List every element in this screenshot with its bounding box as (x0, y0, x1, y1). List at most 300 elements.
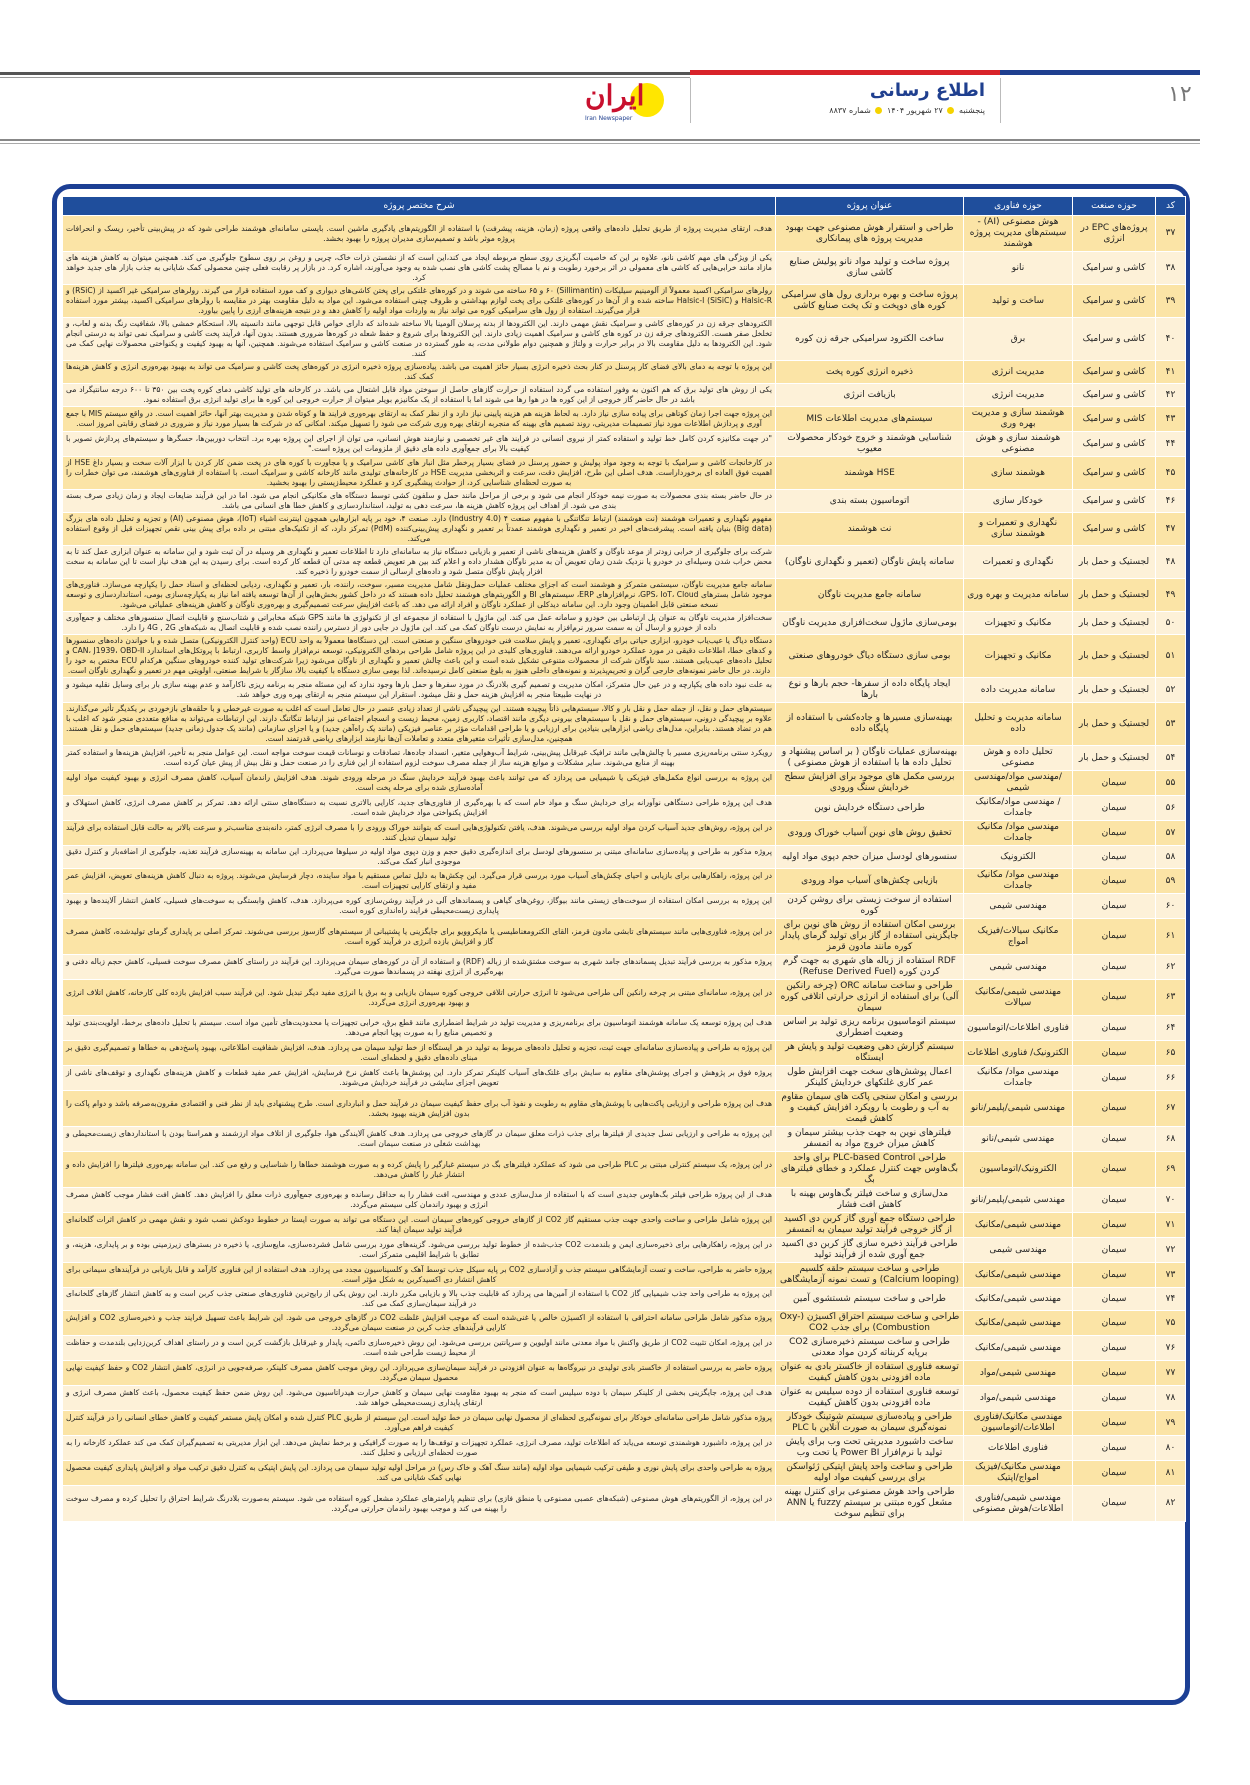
cell-description: پروژه مذکور شامل طراحی سامانه‌ای خودکار برای نمونه‌گیری لحظه‌ای از محصول نهایی سیمان در خط تولید است. این سیستم از طریق PLC کنترل شده و امکان پایش مستمر کیفیت و کاهش خطای انسانی را در فرآیند کنترل کیفیت فراهم می‌آورد. (63, 1411, 776, 1436)
cell-description: هدف از این پروژه طراحی فیلتر بگ‌هاوس جدیدی است که با استفاده از مدل‌سازی عددی و مهندسی، افت فشار را به حداقل رسانده و بهره‌وری جمع‌آوری ذرات معلق را افزایش دهد. کاهش افت فشار موجب کاهش مصرف انرژی و بهبود راندمان کلی سیستم می‌گردد. (63, 1188, 776, 1213)
cell-title: استفاده از سوخت زیستی برای روشن کردن کوره (776, 894, 964, 919)
cell-title: بهینه‌سازی عملیات ناوگان ( بر اساس پیشنهاد و تحلیل داده ها با استفاده از هوش مصنوعی ) (776, 746, 964, 771)
cell-industry: سیمان (1073, 821, 1156, 846)
cell-code: ۷۱ (1156, 1213, 1186, 1238)
cell-title: RDF استفاده از زباله های شهری به جهت گرم کردن کوره (Refuse Derived Fuel) (776, 955, 964, 980)
iran-newspaper-logo (585, 79, 675, 125)
cell-industry: لجستیک و حمل بار (1073, 703, 1156, 746)
cell-technology: الکترونیک (964, 846, 1073, 869)
cell-technology: مهندسی شیمی/پلیمر/نانو (964, 1091, 1073, 1127)
cell-code: ۳۷ (1156, 216, 1186, 252)
cell-industry: سیمان (1073, 1152, 1156, 1188)
cell-title: طراحی و ساخت سیستم ذخیره‌سازی CO2 برپایه کربناته کردن مواد معدنی (776, 1336, 964, 1361)
header-technology: حوزه فناوری (964, 197, 1073, 216)
cell-industry: سیمان (1073, 1411, 1156, 1436)
table-row (63, 678, 1186, 703)
table-row (63, 869, 1186, 894)
cell-description: دستگاه دیاگ یا عیب‌یاب خودرو، ابزاری حیاتی برای نگهداری، تعمیر و پایش سلامت فنی خودروهای سنگین و صنعتی است. این دستگاه‌ها معمولاً به واحد ECU (واحد کنترل الکترونیکی) متصل شده و با خواندن داده‌های سنسورها و کدهای خطا، اطلاعات دقیقی در مورد عملکرد خودرو ارائه می‌دهند. فناوری‌های کلیدی در این پروژه شامل طراحی بردهای الکترونیکی، توسعه نرم‌افزار واسط کاربری، ارتباط با پروتکل‌های استاندارد CAN، J1939، OBD-II و تحلیل داده‌های عیب‌یابی هستند. سبد ناوگان شرکت از محصولات متنوعی تشکیل شده است و این باعث چالش تعمیر و نگهداری از ناوگان می‌شود زیرا شرکت‌های تولید کننده خودروهای سنگین هرکدام ECU مختص به خود را دارند. در حال حاضر نمونه‌های خارجی گران و تحریم‌پذیرند و نمونه‌های داخلی هنوز به بلوغ صنعتی کامل نرسیده‌اند. لذا بومی سازی دستگاه با کیفیت بالا، سازگار با شرایط صنعتی، اولویتی مهم در تعمیر و نگهداری ناوگان است. (63, 635, 776, 678)
cell-title: سیستم‌های مدیریت اطلاعات MIS (776, 407, 964, 432)
issue-number: شماره ۸۸۳۷ (829, 106, 871, 115)
cell-title: ذخیره انرژی کوره پخت (776, 361, 964, 384)
cell-title: HSE هوشمند (776, 457, 964, 490)
cell-technology: مهندسی شیمی/مکانیک سیالات (964, 980, 1073, 1016)
table-row (63, 1091, 1186, 1127)
cell-industry: سیمان (1073, 1066, 1156, 1091)
cell-title: نت هوشمند (776, 513, 964, 546)
cell-code: ۵۶ (1156, 796, 1186, 821)
cell-description: این پروژه با توجه به دمای بالای فضای کار پرسنل در کنار بحث ذخیره انرژی بسیار حائز اهمیت می باشد. پیاده‌سازی پروژه ذخیره انرژی در کوره‌های پخت کاشی و سرامیک می تواند به بهبود بهره‌وری انرژی و کاهش هزینه‌ها کمک کند. (63, 361, 776, 384)
cell-description: سخت‌افزار مدیریت ناوگان به عنوان پل ارتباطی بین خودرو و سامانه عمل می کند. این ماژول با استفاده از مجموعه ای از تکنولوژی ها مانند GPS شبکه مخابراتی و شتاب‌سنج و قابلیت اتصال سنسورهای مختلف و جمع‌آوری داده از خودرو و ارسال آن به سمت سرور نرم‌افزار به نمایش درست ناوگان کمک می کند. این ماژول در جایی دور از دسترس راننده نصب شده و قابلیت اتصال به شبکه‌های 4G , 2G را دارد. (63, 612, 776, 635)
cell-code: ۴۰ (1156, 318, 1186, 361)
cell-code: ۴۹ (1156, 579, 1186, 612)
table-row (63, 432, 1186, 457)
cell-code: ۵۷ (1156, 821, 1186, 846)
table-row (63, 821, 1186, 846)
cell-industry: سیمان (1073, 1486, 1156, 1522)
cell-industry: سیمان (1073, 955, 1156, 980)
cell-technology: مهندسی شیمی/نانو (964, 1127, 1073, 1152)
cell-industry: کاشی و سرامیک (1073, 384, 1156, 407)
cell-title: بررسی امکان استفاده از روش های نوین برای جایگزینی استفاده از گاز برای تولید گرمای پایدار کوره مانند مادون قرمز (776, 919, 964, 955)
table-row (63, 1127, 1186, 1152)
cell-title: توسعه فناوری استفاده از خاکستر بادی به عنوان ماده افزودنی بدون کاهش کیفیت (776, 1361, 964, 1386)
cell-code: ۷۳ (1156, 1263, 1186, 1288)
cell-description: رولرهای سرامیکی اکسید معمولاً از آلومینیم سیلیکات (Sillimantin) ۶۰ و ۶۵ ساخته می شوند و در کوره‌های غلتکی برای پختن کاشی‌های دیواری و کف مورد استفاده قرار می گیرند. رولرهای سرامیکی غیر اکسید از (RSiC) و Halsic-R و (SiSiC) Halsic-I ساخته شده و از آن‌ها در کوره‌های غلتکی برای پخت لوازم بهداشتی و ظروف چینی استفاده می‌شود. این مواد به دلیل مقاومت بهتر در مقایسه با رولرهای سرامیکی اکسید، بیشتر مورد استفاده قرار می‌گیرند. استفاده از رول های سرامیکی کوره می تواند نیاز به واردات مواد اولیه را کاهش دهد و در نتیجه هزینه‌های ارزی را پایین بیاورد. (63, 285, 776, 318)
cell-description: این پروژه به طراحی و پیاده‌سازی سامانه‌ای جهت ثبت، تجزیه و تحلیل داده‌های مربوط به تولید در هر ایستگاه از خط تولید سیمان می پردازد. هدف، افزایش شفافیت اطلاعاتی، بهبود پاسخ‌دهی به خطاها و تصمیم‌گیری دقیق بر مبنای داده‌های دقیق و لحظه‌ای است. (63, 1041, 776, 1066)
cell-description: هدف این پروژه طراحی و ارزیابی پاکت‌هایی با پوشش‌های مقاوم به رطوبت و نفوذ آب برای حفظ کیفیت سیمان در فرآیند حمل و انبارداری است. طرح پیشنهادی باید از نظر فنی و اقتصادی مقرون‌به‌صرفه باشد و دوام پاکت را بدون افزایش هزینه بهبود بخشد. (63, 1091, 776, 1127)
cell-code: ۵۸ (1156, 846, 1186, 869)
cell-code: ۴۵ (1156, 457, 1186, 490)
cell-title: بومی سازی دستگاه دیاگ خودروهای صنعتی (776, 635, 964, 678)
table-row (63, 216, 1186, 252)
table-row (63, 894, 1186, 919)
table-row (63, 635, 1186, 678)
cell-industry: کاشی و سرامیک (1073, 513, 1156, 546)
cell-code: ۷۸ (1156, 1386, 1186, 1411)
cell-industry: سیمان (1073, 980, 1156, 1016)
table-row (63, 1361, 1186, 1386)
cell-industry: سیمان (1073, 1436, 1156, 1461)
cell-title: طراحی فرآیند ذخیره سازی گاز کربن دی اکسید جمع آوری شده از فرآیند تولید (776, 1238, 964, 1263)
header-industry: حوزه صنعت (1073, 197, 1156, 216)
cell-code: ۴۸ (1156, 546, 1186, 579)
cell-description: در این پروژه، روش‌های جدید آسیاب کردن مواد اولیه بررسی می‌شوند. هدف، یافتن تکنولوژی‌هایی است که بتوانند خوراک ورودی را با مصرف انرژی کمتر، دانه‌بندی مناسب‌تر و سرعت بالاتر به حالت قابل استفاده برای فرآیند تولید سیمان تبدیل کنند. (63, 821, 776, 846)
cell-code: ۴۳ (1156, 407, 1186, 432)
cell-technology: هوشمند سازی و مدیریت بهره وری (964, 407, 1073, 432)
cell-technology: سامانه مدیریت داده (964, 678, 1073, 703)
cell-description: در این پروژه، امکان تثبیت CO2 از طریق واکنش با مواد معدنی مانند اولیوین و سرپانتین بررسی می‌شود. این روش ذخیره‌سازی دائمی، پایدار و غیرقابل بازگشت کربن است و در راستای اهداف کربن‌زدایی بلندمدت و حفاظت از محیط زیست طراحی شده است. (63, 1336, 776, 1361)
table-row (63, 513, 1186, 546)
cell-code: ۵۲ (1156, 678, 1186, 703)
table-row (63, 546, 1186, 579)
table-row (63, 252, 1186, 285)
cell-code: ۸۰ (1156, 1436, 1186, 1461)
cell-industry: سیمان (1073, 1288, 1156, 1311)
top-rule-blue (1000, 70, 1200, 75)
cell-technology: /مهندسی مواد/مهندسی شیمی (964, 771, 1073, 796)
cell-description: پروژه حاضر به بررسی استفاده از خاکستر بادی تولیدی در نیروگاه‌ها به عنوان افزودنی در فرآیند سیمان‌سازی می‌پردازد. این روش موجب کاهش مصرف کلینکر، صرفه‌جویی در انرژی، کاهش انتشار CO2 و حفظ کیفیت نهایی محصول سیمان می‌گردد. (63, 1361, 776, 1386)
cell-technology: مهندسی شیمی/مکانیک (964, 1311, 1073, 1336)
cell-code: ۶۴ (1156, 1016, 1186, 1041)
cell-description: هدف این پروژه توسعه یک سامانه هوشمند اتوماسیون برای برنامه‌ریزی و مدیریت تولید در شرایط اضطراری مانند قطع برق، خرابی تجهیزات یا محدودیت‌های تأمین مواد است. سیستم با تحلیل داده‌های برخط، اولویت‌بندی تولید و تخصیص منابع را به صورت پویا انجام می‌دهد. (63, 1016, 776, 1041)
cell-description: یکی از روش های تولید برق که هم اکنون به وفور استفاده می گردد استفاده از حرارت گازهای حاصل از سوختن مواد قابل اشتعال می باشد. در کارخانه های تولید کاشی دمای کوره پخت بین ۳۵۰ تا ۶۰۰ درجه سانتیگراد می باشد در حال حاضر گاز خروجی از این کوره ها در هوا رها می شوند اما با استفاده از یک مکانیزم بویلر میتوان از حرارت خروجی این کوره ها برای تولید انرژی برق استفاده نمود. (63, 384, 776, 407)
table-row (63, 1436, 1186, 1461)
cell-industry: سیمان (1073, 869, 1156, 894)
cell-title: پروژه ساخت و بهره برداری رول های سرامیکی کوره های دوپخت و تک پخت صنایع کاشی (776, 285, 964, 318)
cell-title: طراحی دستگاه خردایش نوین (776, 796, 964, 821)
cell-title: مدل‌سازی و ساخت فیلتر بگ‌هاوس بهینه با کاهش افت فشار (776, 1188, 964, 1213)
cell-title: سامانه جامع مدیریت ناوگان (776, 579, 964, 612)
cell-description: پروژه مذکور شامل طراحی سامانه احتراقی با استفاده از اکسیژن خالص یا غنی‌شده است که موجب افزایش غلظت CO2 در گازهای خروجی می شود. این شرایط باعث تسهیل فرایند جذب و ذخیره‌سازی CO2 و افزایش کارایی فرآیندهای جذب کربن در صنعت سیمان می‌گردد. (63, 1311, 776, 1336)
table-row (63, 1311, 1186, 1336)
bullet-dot-icon (875, 107, 882, 114)
cell-industry: سیمان (1073, 1016, 1156, 1041)
cell-title: بررسی مکمل های موجود برای افزایش سطح خردایش سنگ ورودی (776, 771, 964, 796)
cell-title: ساخت الکترود سرامیکی جرقه زن کوره (776, 318, 964, 361)
table-row (63, 1461, 1186, 1486)
table-row (63, 1486, 1186, 1522)
cell-technology: مهندسی شیمی/مواد (964, 1386, 1073, 1411)
cell-title: ایجاد پایگاه داده از سفرها- حجم بارها و نوع بارها (776, 678, 964, 703)
table-row (63, 361, 1186, 384)
cell-technology: الکترونیک/ فناوری اطلاعات (964, 1041, 1073, 1066)
cell-industry: کاشی و سرامیک (1073, 490, 1156, 513)
cell-description: در حال حاضر بسته بندی محصولات به صورت نیمه خودکار انجام می شود و برخی از مراحل مانند حمل و سلفون کشی توسط دستگاه های مکانیکی انجام می شود. اما در این فرآیند ضایعات ایجاد و زمان زیادی صرف بسته بندی می شود. از اهداف این پروژه کاهش هزینه ها، سرعت دهی به تولید، استانداردسازی و کاهش خطا های انسانی می باشد. (63, 490, 776, 513)
header-description: شرح مختصر پروژه (63, 197, 776, 216)
cell-code: ۶۶ (1156, 1066, 1186, 1091)
cell-technology: مهندسی مکانیک/فناوری اطلاعات/اتوماسیون (964, 1411, 1073, 1436)
cell-industry: کاشی و سرامیک (1073, 318, 1156, 361)
cell-title: طراحی و ساخت سامانه ORC (چرخه رانکین آلی) برای استفاده از انرژی حرارتی اتلافی کوره سیمان (776, 980, 964, 1016)
cell-title: تحقیق روش های نوین آسیاب خوراک ورودی (776, 821, 964, 846)
cell-technology: مهندسی مواد/ مکانیک جامدات (964, 821, 1073, 846)
date-line (829, 106, 985, 115)
cell-description: در این پروژه، راهکارهایی برای ذخیره‌سازی ایمن و بلندمدت CO2 جذب‌شده از خطوط تولید بررسی می‌شود. گزینه‌های مورد بررسی شامل فشرده‌سازی، مایع‌سازی، یا ذخیره در بسترهای زیرزمینی بوده و بر پایداری، هزینه، و تطابق با شرایط اقلیمی متمرکز است. (63, 1238, 776, 1263)
table-row (63, 1386, 1186, 1411)
cell-title: توسعه فناوری استفاده از دوده سیلیس به عنوان ماده افزودنی بدون کاهش کیفیت (776, 1386, 964, 1411)
top-rule-thin (0, 77, 690, 78)
cell-code: ۶۷ (1156, 1091, 1186, 1127)
date: ۲۷ شهریور ۱۴۰۴ (886, 106, 943, 115)
header-rule (0, 139, 1200, 141)
cell-technology: مهندسی شیمی (964, 955, 1073, 980)
top-rule (0, 72, 690, 75)
header-title: عنوان پروژه (776, 197, 964, 216)
table-header-row (63, 197, 1186, 216)
cell-description: در این پروژه، یک سیستم کنترلی مبتنی بر PLC طراحی می شود که عملکرد فیلترهای بگ در سیستم غبارگیر را پایش کرده و به صورت هوشمند خطاها را شناسایی و رفع می کند. این سامانه بهره‌وری فیلترها را افزایش داده و انتشار غبار را کاهش می‌دهد. (63, 1152, 776, 1188)
cell-industry: سیمان (1073, 1361, 1156, 1386)
cell-technology: سامانه مدیریت و بهره وری (964, 579, 1073, 612)
cell-technology: فناوری اطلاعات/اتوماسیون (964, 1016, 1073, 1041)
cell-code: ۳۹ (1156, 285, 1186, 318)
cell-technology: مهندسی مواد/ مکانیک جامدات (964, 869, 1073, 894)
cell-technology: مهندسی شیمی/مواد (964, 1361, 1073, 1386)
cell-industry: کاشی و سرامیک (1073, 432, 1156, 457)
header-divider (1000, 78, 1001, 123)
cell-industry: سیمان (1073, 846, 1156, 869)
logo-text: ایران (585, 79, 645, 112)
cell-industry: پروژه‌های EPC در انرژی (1073, 216, 1156, 252)
cell-description: رویکرد سنتی برنامه‌ریزی مسیر با چالش‌هایی مانند ترافیک غیرقابل پیش‌بینی، شرایط آب‌وهوایی متغیر، انسداد جاده‌ها، تصادفات و نوسانات قیمت سوخت مواجه است. این عوامل منجر به تأخیر، افزایش هزینه‌ها و استفاده کمتر بهینه از منابع می‌شوند. سایر مشکلات و موانع هزینه ساز از جمله مصرف سوخت لزوم استفاده از این فناری را در صنعت حمل و نقل بیش از پیش عیان کرده است. (63, 746, 776, 771)
cell-technology: مهندسی مواد/ مکانیک جامدات (964, 1066, 1073, 1091)
cell-code: ۵۳ (1156, 703, 1186, 746)
table-row (63, 1066, 1186, 1091)
cell-industry: سیمان (1073, 1336, 1156, 1361)
cell-title: شناسایی هوشمند و خروج خودکار محصولات معیوب (776, 432, 964, 457)
cell-title: سیستم گزارش دهی وضعیت تولید و پایش هر ایستگاه (776, 1041, 964, 1066)
cell-description: در این پروژه، سامانه‌ای مبتنی بر چرخه رانکین آلی طراحی می‌شود تا انرژی حرارتی اتلافی خروجی کوره سیمان بازیابی و به برق یا انرژی مفید دیگر تبدیل شود. این فرآیند سبب افزایش بازده کلی کارخانه، کاهش اتلاف انرژی و بهبود بهره‌وری انرژی می‌گردد. (63, 980, 776, 1016)
logo-subtitle: Iran Newspaper (585, 115, 633, 122)
cell-code: ۷۶ (1156, 1336, 1186, 1361)
cell-technology: نگهداری و تعمیرات و هوشمند سازی (964, 513, 1073, 546)
page-number: ۱۲ (1168, 82, 1192, 107)
cell-technology: برق (964, 318, 1073, 361)
table-row (63, 1263, 1186, 1288)
cell-description: این پروژه جهت اجرا زمان کوتاهی برای پیاده سازی نیاز دارد. به لحاظ هزینه هم هزینه پایینی نیاز دارد و از نظر کمک به ارتقای بهره‌وری فرایند ها و کوتاه شدن و مدیریت بهتر آنها، حائز اهمیت است. در واقع سیستم MIS با جمع آوری و پردازش اطلاعات مورد نیاز تصمیمات مدیریتی، روند تصمیم های بهینه که منجربه ارتقای بهره وری شرکت می شود را تسهیل میکند. امکانی که در شرکت ها بسیار مورد نیاز و ضروری در فضای رقابتی امروز است. (63, 407, 776, 432)
table-row (63, 919, 1186, 955)
cell-description: پروژه فوق بر پژوهش و اجرای پوشش‌های مقاوم به سایش برای غلتک‌های آسیاب کلینکر تمرکز دارد. این پوشش‌ها باعث کاهش نرخ فرسایش، افزایش عمر مفید قطعات و کاهش هزینه‌های نگهداری و توقف‌های ناشی از تعویض اجزای سایشی در فرآیند خردایش می‌شوند. (63, 1066, 776, 1091)
projects-table (62, 196, 1186, 1522)
cell-industry: سیمان (1073, 919, 1156, 955)
cell-technology: مهندسی شیمی/مکانیک (964, 1288, 1073, 1311)
table-row (63, 285, 1186, 318)
cell-industry: سیمان (1073, 1386, 1156, 1411)
cell-title: طراحی و استقرار هوش مصنوعی جهت بهبود مدیریت پروژه های پیمانکاری (776, 216, 964, 252)
table-row (63, 407, 1186, 432)
table-row (63, 1213, 1186, 1238)
cell-title: اتوماسیون بسته بندی (776, 490, 964, 513)
cell-industry: کاشی و سرامیک (1073, 285, 1156, 318)
cell-description: این پروژه به بررسی انواع مکمل‌های فیزیکی یا شیمیایی می پردازد که می توانند باعث بهبود فرآیند خردایش سنگ در مرحله ورودی شوند. هدف افزایش راندمان آسیاب، کاهش مصرف انرژی و بهبود کیفیت مواد اولیه آماده‌سازی شده برای مرحله پخت است. (63, 771, 776, 796)
cell-code: ۵۱ (1156, 635, 1186, 678)
cell-technology: تحلیل داده و هوش مصنوعی (964, 746, 1073, 771)
cell-industry: سیمان (1073, 771, 1156, 796)
cell-code: ۴۷ (1156, 513, 1186, 546)
cell-technology: فناوری اطلاعات (964, 1436, 1073, 1461)
table-row (63, 1188, 1186, 1213)
table-row (63, 796, 1186, 821)
cell-code: ۶۱ (1156, 919, 1186, 955)
cell-code: ۶۳ (1156, 980, 1186, 1016)
cell-description: این پروژه شامل طراحی و ساخت واحدی جهت جذب مستقیم گاز CO2 از گازهای خروجی کوره‌های سیمان است. این دستگاه می تواند به صورت ایستا در خطوط دودکش نصب شود و نقش مهمی در کاهش اثرات گلخانه‌ای فرآیند تولید سیمان ایفا کند. (63, 1213, 776, 1238)
cell-code: ۶۰ (1156, 894, 1186, 919)
cell-industry: سیمان (1073, 1127, 1156, 1152)
cell-technology: نگهداری و تعمیرات (964, 546, 1073, 579)
table-row (63, 980, 1186, 1016)
table-row (63, 318, 1186, 361)
cell-title: طراحی و ساخت سیستم حلقه کلسیم (Calcium looping) و تست نمونه آزمایشگاهی (776, 1263, 964, 1288)
cell-description: در این پروژه، فناوری‌هایی مانند سیستم‌های تابشی مادون قرمز، القای الکترومغناطیسی یا مایکروویو برای جایگزینی یا پشتیبانی از سیستم‌های گازسوز بررسی می‌شوند. تمرکز اصلی بر پایداری گرمای تولیدشده، کاهش مصرف گاز و افزایش بازده انرژی در فرآیند کوره است. (63, 919, 776, 955)
cell-code: ۳۸ (1156, 252, 1186, 285)
cell-title: طراحی دستگاه جمع آوری گاز کربن دی اکسید از گاز خروجی فرآیند تولید سیمان به اتمسفر (776, 1213, 964, 1238)
cell-description: در کارخانجات کاشی و سرامیک با توجه به وجود مواد پولیش و حضور پرسنل در فضای بسیار پرخطر مثل انبار های کاشی سرامیک و یا مجاورت با کوره های در پخت ضمن کار کردن با ابزار آلات سخت و بسیار داغ HSE از اهمیت فوق العاده ای برخورداراست. هدف اصلی این طرح، افزایش دقت، سرعت و اثربخشی مدیریت HSE در کارخانه‌های تولیدی مانند کارخانه کاشی و سرامیک است. با استفاده از فناوری‌های هوشمند، می توان خطرات را به صورت لحظه‌ای شناسایی کرد، از حوادث پیشگیری کرد و عملکرد محیط‌زیستی را بهبود بخشید. (63, 457, 776, 490)
cell-description: شرکت برای جلوگیری از خرابی زودتر از موعد ناوگان و کاهش هزینه‌های ناشی از تعمیر و بازیابی دستگاه نیاز به سامانه‌ای دارد تا اطلاعات تعمیر و نگهداری هر وسیله در آن ثبت شود و این سامانه به عنوان ابزاری عمل کند تا به محض خراب شدن وسیله‌ای در خودرو یا نزدیک شدن زمان تعویض آن به مدیر ناوگان هشدار داده و اعلام کند بین هر تعویض قطعه چه مدتی آن قطعه کار کرده است. برای رسیدن به این هدف نیاز است تا این سامانه به سخت افزار پایش ناوگان متصل شود و داده‌های ارسالی از سمت خودرو را ذخیره کند. (63, 546, 776, 579)
table-row (63, 771, 1186, 796)
cell-title: طراحی و پیاده‌سازی سیستم شوتینگ خودکار نمونه‌گیری سیمان به صورت آنلاین با PLC (776, 1411, 964, 1436)
cell-code: ۶۸ (1156, 1127, 1186, 1152)
bullet-dot-icon (947, 107, 954, 114)
cell-title: اعمال پوشش‌های سخت جهت افزایش طول عمر کاری غلتکهای خردایش کلینکر (776, 1066, 964, 1091)
cell-title: فیلترهای نوین به جهت جذب بیشتر سیمان و کاهش میزان خروج مواد به اتمسفر (776, 1127, 964, 1152)
cell-industry: سیمان (1073, 1311, 1156, 1336)
cell-title: بررسی و امکان سنجی پاکت های سیمان مقاوم به آب و رطوبت با رویکرد افزایش کیفیت و کاهش قیمت (776, 1091, 964, 1127)
header-code: کد (1156, 197, 1186, 216)
cell-technology: مهندسی شیمی/فناوری اطلاعات/هوش مصنوعی (964, 1486, 1073, 1522)
cell-code: ۷۷ (1156, 1361, 1186, 1386)
cell-technology: نانو (964, 252, 1073, 285)
cell-title: بهینه‌سازی مسیرها و جاده‌کشی با استفاده از پایگاه داده (776, 703, 964, 746)
cell-industry: سیمان (1073, 1188, 1156, 1213)
cell-technology: مهندسی شیمی (964, 894, 1073, 919)
cell-description: پروژه به طراحی واحدی برای پایش نوری و طیفی ترکیب شیمیایی مواد اولیه (مانند سنگ آهک و خاک رس) در مراحل اولیه تولید سیمان می پردازد. این پایش اپتیکی به کنترل دقیق ترکیب مواد و افزایش پایداری کیفیت محصول نهایی کمک شایانی می کند. (63, 1461, 776, 1486)
table-row (63, 703, 1186, 746)
cell-description: هدف، ارتقای مدیریت پروژه از طریق تحلیل داده‌های واقعی پروژه (زمان، هزینه، پیشرفت) با استفاده از الگوریتم‌های یادگیری ماشین است. بایستی سامانه‌ای هوشمند طراحی شود که در پیش‌بینی تأخیر، ریسک و انحرافات پروژه موثر باشد و تصمیم‌سازی مدیران پروژه را بهبود بخشد. (63, 216, 776, 252)
header-rule-thin (0, 143, 1200, 144)
cell-industry: کاشی و سرامیک (1073, 252, 1156, 285)
cell-title: طراحی PLC-based Control برای واحد بگ‌هاوس جهت کنترل عملکرد و خطای فیلترهای بگ (776, 1152, 964, 1188)
cell-code: ۵۵ (1156, 771, 1186, 796)
cell-description: سامانه جامع مدیریت ناوگان، سیستمی متمرکز و هوشمند است که اجزای مختلف عملیات حمل‌ونقل شامل مدیریت مسیر، سوخت، راننده، بار، تعمیر و نگهداری، ردیابی لحظه‌ای و اسناد حمل را یکپارچه می‌سازد. فناوری‌های موجود شامل بسترهای GPS، IoT، Cloud، نرم‌افزارهای ERP، سیستم‌های BI و الگوریتم‌های هوشمند تحلیل داده هستند که در داخل کشور بخش‌هایی از آن‌ها توسعه یافته اما نیاز به یکپارچه‌سازی بومی، استانداردسازی و توسعه نسخه صنعتی قابل اطمینان وجود دارد. این سامانه دیدکلی از عملکرد ناوگان و افراد ارائه می دهد. که باعث افزایش سرعت تصمیم‌گیری و بهره‌وری ناوگان و کاهش هزینه‌های عملیاتی می‌شود. (63, 579, 776, 612)
cell-technology: مکانیک و تجهیزات (964, 635, 1073, 678)
cell-industry: لجستیک و حمل بار (1073, 579, 1156, 612)
cell-code: ۸۲ (1156, 1486, 1186, 1522)
cell-description: الکترودهای جرقه زن در کوره‌های کاشی و سرامیک نقش مهمی دارند. این الکترودها از بدنه پرسلان آلومینا بالا ساخته شده‌اند که دارای خواص قابل توجهی مانند دانسیته بالا، استحکام خمشی بالا، شفافیت رنگ بدنه و لعاب، و تخلخل صفر هست. الکترودهای جرقه زن در کوره های کاشی و سرامیک اهمیت زیادی دارند. این الکترودها برای شروع و حفظ شعله در کوره‌ها ضروری هستند. بدون آنها، فرآیند پخت کاشی و سرامیک نمی تواند به درستی انجام شود. این الکترودها به دلیل مقاومت بالا در برابر حرارت و ولتاژ و همچنین دوام طولانی مدت، به طور گسترده در صنعت کاشی و سرامیک استفاده می‌شوند. همچنین، آنها به بهبود کیفیت و یکنواختی محصولات نهایی کمک می کنند. (63, 318, 776, 361)
cell-code: ۴۲ (1156, 384, 1186, 407)
cell-industry: لجستیک و حمل بار (1073, 746, 1156, 771)
cell-description: "در جهت مکانیزه کردن کامل خط تولید و استفاده کمتر از نیروی انسانی در فرایند های غیر تخصصی و نیازمند هوش انسانی، می توان از اجرای این پروژه بهره برد. انتخاب دوربین‌ها، حسگرها و سیستم‌های پردازش تصویر با کیفیت بالا برای جمع‌آوری داده های دقیق از ملزومات این پروژه است." (63, 432, 776, 457)
table-row (63, 846, 1186, 869)
cell-title: بازیابی چکش‌های آسیاب مواد ورودی (776, 869, 964, 894)
cell-description: در این پروژه، راهکارهایی برای بازیابی و احیای چکش‌های آسیاب مورد بررسی قرار می‌گیرد. این چکش‌ها به دلیل تماس مستقیم با مواد ساینده، دچار فرسایش می‌شوند. پروژه به دنبال کاهش هزینه‌های تعویض، افزایش عمر مفید و ارتقای کارایی تجهیزات است. (63, 869, 776, 894)
cell-title: طراحی و ساخت سیستم شستشوی آمین (776, 1288, 964, 1311)
cell-technology: هوشمند سازی و هوش مصنوعی (964, 432, 1073, 457)
cell-code: ۵۰ (1156, 612, 1186, 635)
cell-description: سیستم‌های حمل و نقل، از جمله حمل و نقل بار و کالا، سیستم‌هایی ذاتاً پیچیده هستند. این پیچیدگی ناشی از تعداد زیادی عنصر در حال تعامل است که اغلب به صورت غیرخطی و با حلقه‌های بازخوردی بر یکدیگر تأثیر می‌گذارند. علاوه بر پیچیدگی درونی، سیستم‌های حمل و نقل با سیستم‌های بیرونی دیگری مانند اقتصاد، کاربری زمین، محیط زیست و انسجام اجتماعی نیز ارتباط تنگاتنگ دارند. این ارتباطات می‌تواند به منافع متعددی منجر شود که اغلب با هم در تضاد هستند. بنابراین، مدل‌های ریاضی ابزارهایی بنیادین برای ارزیابی و یا طراحی اقدامات مؤثر بر عناصر فیزیکی (مانند یک راه‌آهن جدید) و یا اجزای سازمانی (مانند یک جدول زمانی جدید) سیستم‌های حمل و نقل هستند. همچنین، مدل‌سازی تأثیرات متغیرهای متعدد و تعاملات آن‌ها نیازمند ابزارهای ریاضی قدرتمند است. (63, 703, 776, 746)
cell-code: ۴۴ (1156, 432, 1186, 457)
cell-code: ۷۲ (1156, 1238, 1186, 1263)
cell-code: ۷۴ (1156, 1288, 1186, 1311)
cell-technology: مهندسی شیمی/مکانیک (964, 1336, 1073, 1361)
cell-code: ۷۰ (1156, 1188, 1186, 1213)
cell-technology: مهندسی شیمی/مکانیک (964, 1263, 1073, 1288)
cell-industry: سیمان (1073, 796, 1156, 821)
cell-technology: مدیریت انرژی (964, 361, 1073, 384)
cell-description: این پروژه به بررسی امکان استفاده از سوخت‌های زیستی مانند بیوگاز، روغن‌های گیاهی و پسماندهای آلی در فرآیند روشن‌سازی کوره می‌پردازد. هدف، کاهش وابستگی به سوخت‌های فسیلی، کاهش انتشار آلاینده‌ها و بهبود پایداری زیست‌محیطی فرایند راه‌اندازی کوره است. (63, 894, 776, 919)
table-row (63, 612, 1186, 635)
cell-code: ۶۹ (1156, 1152, 1186, 1188)
table-row (63, 490, 1186, 513)
cell-title: سیستم اتوماسیون برنامه ریزی تولید بر اساس وضعیت اضطراری (776, 1016, 964, 1041)
cell-description: این پروژه به طراحی واحد جذب شیمیایی گاز CO2 با استفاده از آمین‌ها می پردازد که قابلیت جذب بالا و بازیابی مکرر دارند. این روش یکی از رایج‌ترین فناوری‌های صنعتی جذب کربن است و به کاهش انتشار گازهای گلخانه‌ای در فرآیند سیمان‌سازی کمک می کند. (63, 1288, 776, 1311)
table-row (63, 457, 1186, 490)
cell-description: در این پروژه، داشبورد هوشمندی توسعه می‌یابد که اطلاعات تولید، مصرف انرژی، عملکرد تجهیزات و توقف‌ها را به صورت گرافیکی و برخط نمایش می‌دهد. این ابزار مدیریتی به تصمیم‌گیران کمک می کند عملکرد کارخانه را به صورت لحظه‌ای ارزیابی و تحلیل کنند. (63, 1436, 776, 1461)
table-row (63, 1288, 1186, 1311)
cell-industry: سیمان (1073, 1091, 1156, 1127)
cell-industry: سیمان (1073, 1238, 1156, 1263)
cell-title: سامانه پایش ناوگان (تعمیر و نگهداری ناوگان) (776, 546, 964, 579)
cell-description: یکی از ویژگی های مهم کاشی نانو، علاوه بر این که خاصیت آبگریزی روی سطح مربوطه ایجاد می کند،این است که از نشستن ذرات خاک، چربی و روغن بر روی سطوح جلوگیری می کند. همچنین میتوان به کاهش هزینه های مازاد مانند خرابی‌هایی که کاشی های معمولی در اثر برخورد رطوبت و نم با مصالح پشت کاشی های نصب شده به وجود می‌آورند، اشاره کرد. در بازار پر رقابت فعلی چنین محصولی کمک شایانی به جذب بازار های جدید خواهد کرد. (63, 252, 776, 285)
cell-technology: مکانیک سیالات/فیزیک امواج (964, 919, 1073, 955)
cell-code: ۵۹ (1156, 869, 1186, 894)
cell-technology: مدیریت انرژی (964, 384, 1073, 407)
cell-industry: کاشی و سرامیک (1073, 457, 1156, 490)
cell-title: سنسورهای لودسل میزان حجم دپوی مواد اولیه (776, 846, 964, 869)
table-row (63, 1411, 1186, 1436)
cell-industry: کاشی و سرامیک (1073, 407, 1156, 432)
cell-description: پروژه مذکور به بررسی فرآیند تبدیل پسماندهای جامد شهری به سوخت مشتق‌شده از زباله (RDF) و استفاده از آن در کوره‌های سیمان می‌پردازد. این فرآیند در راستای کاهش مصرف سوخت فسیلی، کاهش حجم زباله دفنی و بهره‌گیری از انرژی نهفته در پسماندها صورت می‌گیرد. (63, 955, 776, 980)
cell-description: پروژه حاضر به طراحی، ساخت و تست آزمایشگاهی سیستم جذب و آزادسازی CO2 بر پایه سیکل جذب توسط آهک و کلسیناسیون مجدد می پردازد. هدف استفاده از این فناوری کارآمد و قابل بازیابی در فرآیندهای سیمانی برای کاهش انتشار دی اکسیدکربن به شکل مؤثر است. (63, 1263, 776, 1288)
cell-industry: لجستیک و حمل بار (1073, 612, 1156, 635)
cell-technology: مهندسی شیمی/پلیمر/نانو (964, 1188, 1073, 1213)
cell-technology: سامانه مدیریت و تحلیل داده (964, 703, 1073, 746)
cell-industry: کاشی و سرامیک (1073, 361, 1156, 384)
date-day: پنجشنبه (958, 106, 985, 115)
cell-code: ۷۵ (1156, 1311, 1186, 1336)
table-row (63, 746, 1186, 771)
cell-code: ۸۱ (1156, 1461, 1186, 1486)
cell-title: پروژه ساخت و تولید مواد نانو پولیش صنایع کاشی سازی (776, 252, 964, 285)
cell-technology: هوشمند سازی (964, 457, 1073, 490)
cell-code: ۶۵ (1156, 1041, 1186, 1066)
cell-technology: خودکار سازی (964, 490, 1073, 513)
cell-technology: الکترونیک/اتوماسیون (964, 1152, 1073, 1188)
cell-description: هدف این پروژه طراحی دستگاهی نوآورانه برای خردایش سنگ و مواد خام است که با بهره‌گیری از فناوری‌های جدید، کارایی بالاتری نسبت به دستگاه‌های سنتی ارائه دهد. تمرکز بر کاهش مصرف انرژی، کاهش استهلاک و افزایش یکنواختی مواد خردایش شده است. (63, 796, 776, 821)
table-row (63, 1041, 1186, 1066)
cell-technology: هوش مصنوعی (AI) - سیستم‌های مدیریت پروژه هوشمند (964, 216, 1073, 252)
cell-technology: مهندسی شیمی/مکانیک (964, 1213, 1073, 1238)
cell-industry: سیمان (1073, 1461, 1156, 1486)
header-divider (690, 78, 691, 123)
cell-industry: سیمان (1073, 1041, 1156, 1066)
cell-technology: مهندسی شیمی (964, 1238, 1073, 1263)
section-title: اطلاع رسانی (869, 80, 985, 101)
table-row (63, 1152, 1186, 1188)
cell-title: طراحی واحد هوش مصنوعی برای کنترل بهینه مشعل کوره مبتنی بر سیستم fuzzy یا ANN برای تنظیم سوخت (776, 1486, 964, 1522)
cell-code: ۴۶ (1156, 490, 1186, 513)
cell-title: ساخت داشبورد مدیریتی تحت وب برای پایش تولید با نرم‌افزار Power BI یا تحت وب (776, 1436, 964, 1461)
cell-code: ۴۱ (1156, 361, 1186, 384)
table-row (63, 1336, 1186, 1361)
cell-technology: مهندسی مکانیک/فیزیک امواج/اپتیک (964, 1461, 1073, 1486)
cell-technology: مکانیک و تجهیزات (964, 612, 1073, 635)
cell-description: پروژه مذکور به طراحی و پیاده‌سازی سامانه‌ای مبتنی بر سنسورهای لودسل برای اندازه‌گیری دقیق حجم و وزن دپوی مواد اولیه در سیلوها می‌پردازد. این سامانه به بهینه‌سازی فرآیند تغذیه، جلوگیری از اضافه‌بار و کنترل دقیق موجودی انبار کمک می‌کند. (63, 846, 776, 869)
cell-industry: لجستیک و حمل بار (1073, 678, 1156, 703)
top-rule-red (690, 70, 1000, 75)
cell-code: ۵۴ (1156, 746, 1186, 771)
cell-code: ۷۹ (1156, 1411, 1186, 1436)
cell-description: مفهوم نگهداری و تعمیرات هوشمند (نت هوشمند) ارتباط تنگاتنگی با مفهوم صنعت ۴ (Industry 4.0) دارد. صنعت ۴، خود بر پایه ابزارهایی همچون اینترنت اشیاء (IoT)، هوش مصنوعی (AI) و تجزیه و تحلیل داده های بزرگ (Big data) بنیان یافته است. پیشرفت‌های اخیر در تعمیر و نگهداری هوشمند عمدتاً بر تعمیر و نگهداری پیش‌بینی‌کننده (PdM) تمرکز دارد، که از تکنیک‌های مبتنی بر داده برای پیش بینی نقص تجهیزات قبل از وقوع استفاده می‌کند. (63, 513, 776, 546)
table-row (63, 1016, 1186, 1041)
cell-title: طراحی و ساخت سیستم احتراق اکسیژن (Oxy-Combustion) برای جذب CO2 (776, 1311, 964, 1336)
table-row (63, 384, 1186, 407)
cell-code: ۶۲ (1156, 955, 1186, 980)
cell-description: به علت نبود داده های یکپارچه و در عین حال متمرکز، امکان مدیریت و تصمیم گیری بلادرنگ در مورد سفرها و حمل بارها وجود ندارد که این مسئله منجر به برنامه ریزی ناکارآمد و عدم بهینه سازی بار برای وسایل نقلیه میشود و در نهایت طبیعتا منجر به افزایش هزینه حمل و نقل میشود. استقرار این سیستم منجر به ارتقای بهره وری خواهد شد. (63, 678, 776, 703)
table-row (63, 579, 1186, 612)
cell-industry: لجستیک و حمل بار (1073, 635, 1156, 678)
cell-title: بازیافت انرژی (776, 384, 964, 407)
cell-description: هدف این پروژه، جایگزینی بخشی از کلینکر سیمان با دوده سیلیس است که منجر به بهبود مقاومت نهایی سیمان و کاهش حرارت هیدراتاسیون می‌شود. این روش ضمن حفظ کیفیت محصول، باعث کاهش مصرف انرژی و ارتقای پایداری زیست‌محیطی خواهد شد. (63, 1386, 776, 1411)
cell-technology: / مهندسی مواد/مکانیک جامدات (964, 796, 1073, 821)
cell-industry: سیمان (1073, 1263, 1156, 1288)
cell-title: طراحی و ساخت واحد پایش اپتیکی ژئواسکن برای بررسی کیفیت مواد اولیه (776, 1461, 964, 1486)
cell-title: بومی‌سازی ماژول سخت‌افزاری مدیریت ناوگان (776, 612, 964, 635)
cell-industry: لجستیک و حمل بار (1073, 546, 1156, 579)
table-row (63, 1238, 1186, 1263)
cell-description: این پروژه به طراحی و ارزیابی نسل جدیدی از فیلترها برای جذب ذرات معلق سیمان در گازهای خروجی می پردازد. هدف کاهش آلایندگی هوا، جلوگیری از اتلاف مواد ارزشمند و همراستا بودن با استانداردهای زیست‌محیطی و بهداشت شغلی در صنعت سیمان است. (63, 1127, 776, 1152)
table-row (63, 955, 1186, 980)
cell-industry: سیمان (1073, 1213, 1156, 1238)
cell-technology: ساخت و تولید (964, 285, 1073, 318)
